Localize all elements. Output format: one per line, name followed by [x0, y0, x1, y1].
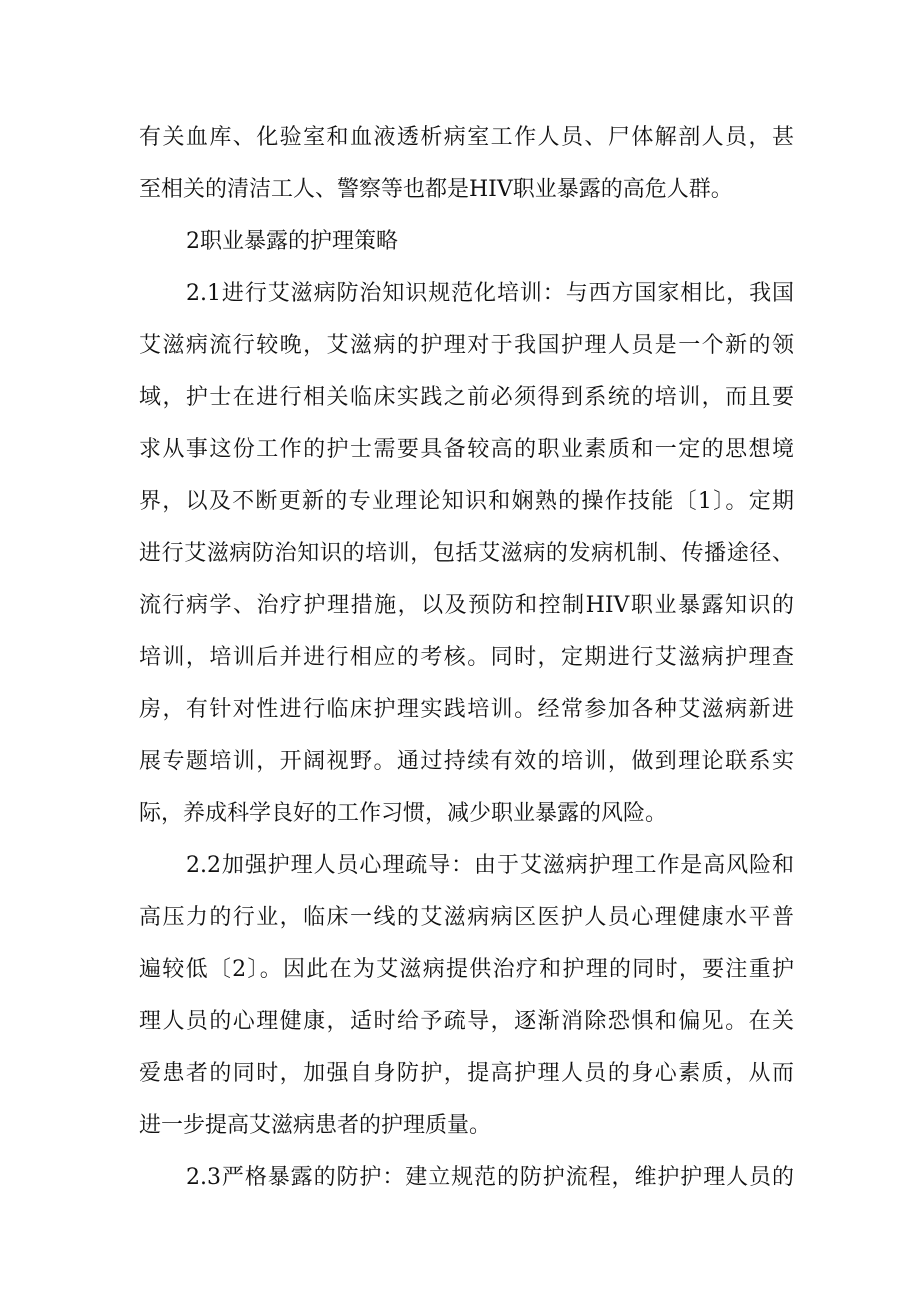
text-line: 求从事这份工作的护士需要具备较高的职业素质和一定的思想境 [139, 437, 794, 462]
text-line: 进一步提高艾滋病患者的护理质量。 [139, 1113, 492, 1138]
text-line: 有关血库、化验室和血液透析病室工作人员、尸体解剖人员，甚 [139, 125, 794, 150]
text-line: 进行艾滋病防治知识的培训，包括艾滋病的发病机制、传播途径、 [139, 541, 794, 566]
text-line: 房，有针对性进行临床护理实践培训。经常参加各种艾滋病新进 [139, 697, 794, 722]
text-line: 际，养成科学良好的工作习惯，减少职业暴露的风险。 [139, 801, 668, 826]
paragraph-first-line: 2.3严格暴露的防护：建立规范的防护流程，维护护理人员的 [186, 1165, 794, 1190]
text-line: 流行病学、治疗护理措施，以及预防和控制HIV职业暴露知识的 [139, 593, 794, 618]
text-line: 域，护士在进行相关临床实践之前必须得到系统的培训，而且要 [139, 385, 794, 410]
text-line: 理人员的心理健康，适时给予疏导，逐渐消除恐惧和偏见。在关 [139, 1009, 794, 1034]
text-line: 爱患者的同时，加强自身防护，提高护理人员的身心素质，从而 [139, 1061, 794, 1086]
text-line: 界，以及不断更新的专业理论知识和娴熟的操作技能〔1〕。定期 [139, 489, 794, 514]
text-line: 高压力的行业，临床一线的艾滋病病区医护人员心理健康水平普 [139, 905, 794, 930]
section-heading: 2职业暴露的护理策略 [186, 229, 398, 254]
text-line: 遍较低〔2〕。因此在为艾滋病提供治疗和护理的同时，要注重护 [139, 957, 794, 982]
text-line: 培训，培训后并进行相应的考核。同时，定期进行艾滋病护理查 [139, 645, 794, 670]
text-line: 至相关的清洁工人、警察等也都是HIV职业暴露的高危人群。 [139, 177, 733, 202]
paragraph-first-line: 2.1进行艾滋病防治知识规范化培训：与西方国家相比，我国 [186, 281, 794, 306]
paragraph-first-line: 2.2加强护理人员心理疏导：由于艾滋病护理工作是高风险和 [186, 853, 794, 878]
text-line: 展专题培训，开阔视野。通过持续有效的培训，做到理论联系实 [139, 749, 794, 774]
document-body [139, 112, 794, 1204]
text-line: 艾滋病流行较晚，艾滋病的护理对于我国护理人员是一个新的领 [139, 333, 794, 358]
